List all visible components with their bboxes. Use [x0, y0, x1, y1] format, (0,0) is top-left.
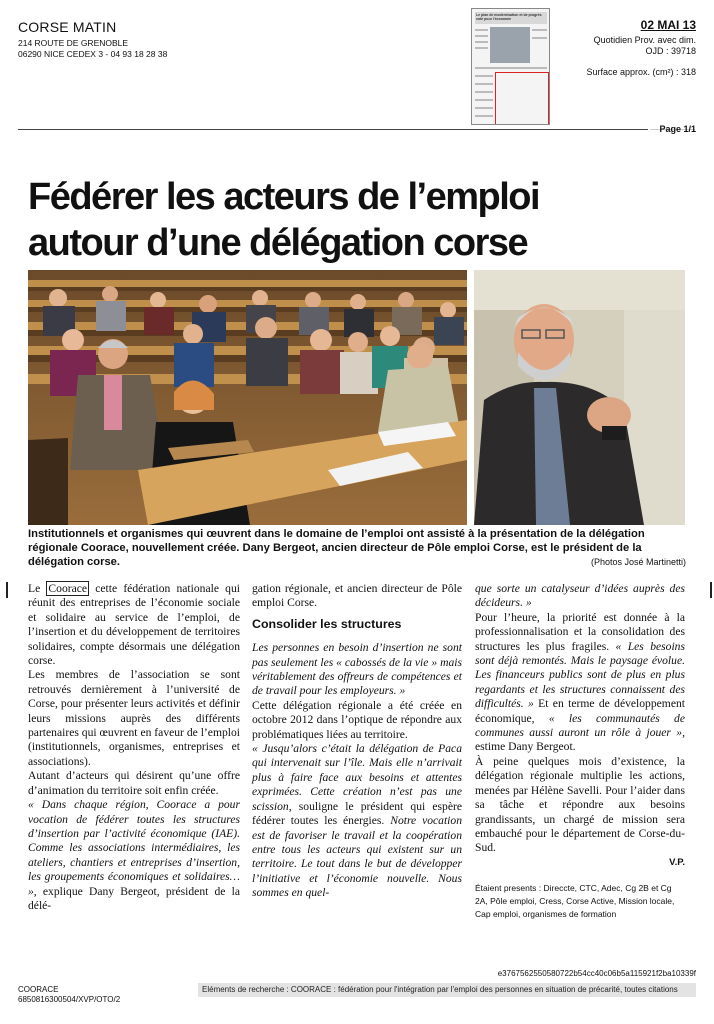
quote: Notre vocation est de favoriser le travail et la coopération entre tous les acteurs qui existent sur un territoire. Le tout dans le but de développer l’initiative et l’économie nouvelle. Nous sommes en quel-: [252, 814, 462, 900]
paragraph: [28, 582, 240, 668]
thumbnail-photo: [490, 27, 530, 63]
headline-line2: autour d’une délégation corse: [28, 222, 528, 264]
paragraph: Cette délégation régionale a été créée en octobre 2012 dans l’optique de répondre aux problématiques liées au territoire.: [252, 698, 462, 741]
publication-address-line2: 06290 NICE CEDEX 3 - 04 93 18 28 38: [18, 49, 168, 59]
page-number: Page 1/1: [659, 124, 696, 134]
thumbnail-article-highlight: [495, 72, 549, 125]
quote: « les communautés de communes aussi auront un rôle à jouer »,: [475, 711, 685, 740]
text-run: explique Dany Bergeot, président de la délé-: [28, 884, 240, 912]
publication-address-line1: 214 ROUTE DE GRENOBLE: [18, 38, 129, 48]
quote: « Jusqu’alors c’était la délégation de Paca qui intervenait sur l’île. Mais elle n’arrivait plus à faire face aux besoins et attentes exprimées. Cette création n’est pas une scission,: [252, 742, 462, 813]
paragraph: Les membres de l’association se sont retrouvés dernièrement à l’université de Corse, pour présenter leurs activités et définir leurs missions auprès des différents partenaires qui œuvrent en faveur de l’emploi (institutionnels, organismes, entreprises et associations).: [28, 668, 240, 768]
article-column-3: [475, 582, 685, 921]
paragraph: [475, 611, 685, 755]
audience-photo: [28, 270, 467, 525]
text-run: cette fédération nationale qui réunit des entreprises de l’économie sociale et solidaire au service de l’emploi, de l’insertion et du développement de territoires solidaires, compte désormais une délégation corse.: [28, 582, 240, 668]
margin-mark-left: [6, 582, 8, 598]
document-hash: e3767562550580722b54cc40c06b5a115921f2ba10339f: [497, 969, 696, 978]
paragraph: [252, 742, 462, 900]
surface-area: Surface approx. (cm²) : 318: [586, 67, 696, 77]
author-signature: V.P.: [669, 856, 685, 868]
header-rule: [18, 129, 648, 130]
footer-client: [18, 985, 120, 1004]
quote: que sorte un catalyseur d’idées auprès des décideurs. »: [475, 582, 685, 610]
page-thumbnail[interactable]: [471, 8, 550, 125]
text-run: souligne le président qui espère fédérer toutes les énergies.: [252, 799, 462, 828]
coorace-highlight: Coorace: [48, 582, 88, 595]
paragraph: gation régionale, et ancien directeur de Pôle emploi Corse.: [252, 582, 462, 610]
headline-line1: Fédérer les acteurs de l’emploi: [28, 176, 540, 218]
publication-name: CORSE MATIN: [18, 19, 117, 35]
caption-text: Institutionnels et organismes qui œuvrent dans le domaine de l’emploi ont assisté à la présentation de la délégation régionale Coorace, nouvellement créée. Dany Bergeot, ancien directeur de Pôle emploi Corse, est le président de la délégation corse.: [28, 528, 645, 568]
speaker-photo: [474, 270, 685, 525]
photo-caption: [28, 527, 686, 569]
client-ref: 6850816300504/XVP/OTO/2: [18, 994, 121, 1004]
margin-mark-right: [710, 582, 712, 598]
quote: « Les besoins sont déjà remontés. Mais le paysage évolue. Les financeurs publics sont de plus en plus regardants et les structures connaissent des difficultés. »: [475, 639, 685, 711]
article-column-1: [28, 582, 240, 913]
photo-credit: (Photos José Martinetti): [590, 557, 686, 567]
text-run: Pour l’heure, la priorité est donnée à la professionnalisation et la consolidation des structures les plus fragiles.: [475, 610, 685, 653]
paragraph: À peine quelques mois d’existence, la délégation régionale multiplie les actions, menées par Hélène Savelli. Pour l’aider dans sa tâche et répondre aux besoins grandissants, un chargé de mission sera embauché pour le département de Corse-du-Sud.: [475, 754, 685, 855]
search-elements-bar: Eléments de recherche : COORACE : fédération pour l'intégration par l'emploi des personnes en situation de précarité, toutes citations: [198, 983, 696, 997]
ojd-count: OJD : 39718: [645, 46, 696, 56]
text-run: estime Dany Bergeot.: [475, 740, 576, 754]
subheading: Consolider les structures: [252, 616, 402, 631]
attendees-list: Étaient presents : Direccte, CTC, Adec, Cg 2B et Cg 2A, Pôle emploi, Cress, Corse Active, Mission locale, Cap emploi, organismes de formation: [475, 883, 675, 920]
quote: Les personnes en besoin d’insertion ne sont pas seulement les « cabossés de la vie » mais véritablement des offreurs de compétences et de travail pour les employeurs. »: [252, 641, 462, 698]
thumbnail-title: Le plan de modernisation et de progrès voté pour l'économie: [476, 13, 542, 21]
frequency: Quotidien Prov. avec dim.: [593, 35, 696, 45]
text-run: Et en terme de développement économique,: [475, 697, 685, 725]
headline: [28, 174, 688, 266]
paragraph: [28, 798, 240, 913]
article-column-2: [252, 582, 462, 901]
issue-date: 02 MAI 13: [640, 18, 696, 32]
client-name: COORACE: [18, 985, 59, 994]
text-run: Le: [28, 582, 41, 595]
paragraph: Autant d’acteurs qui désirent qu’une offre d’animation du territoire soit enfin créée.: [28, 769, 240, 797]
quote: « Dans chaque région, Coorace a pour vocation de fédérer toutes les structures d’insertion par l’activité économique (IAE). Comme les associations intermédiaires, les ateliers, chantiers et entreprises d’insertion, les groupements économiques et solidaires… »,: [28, 798, 240, 898]
